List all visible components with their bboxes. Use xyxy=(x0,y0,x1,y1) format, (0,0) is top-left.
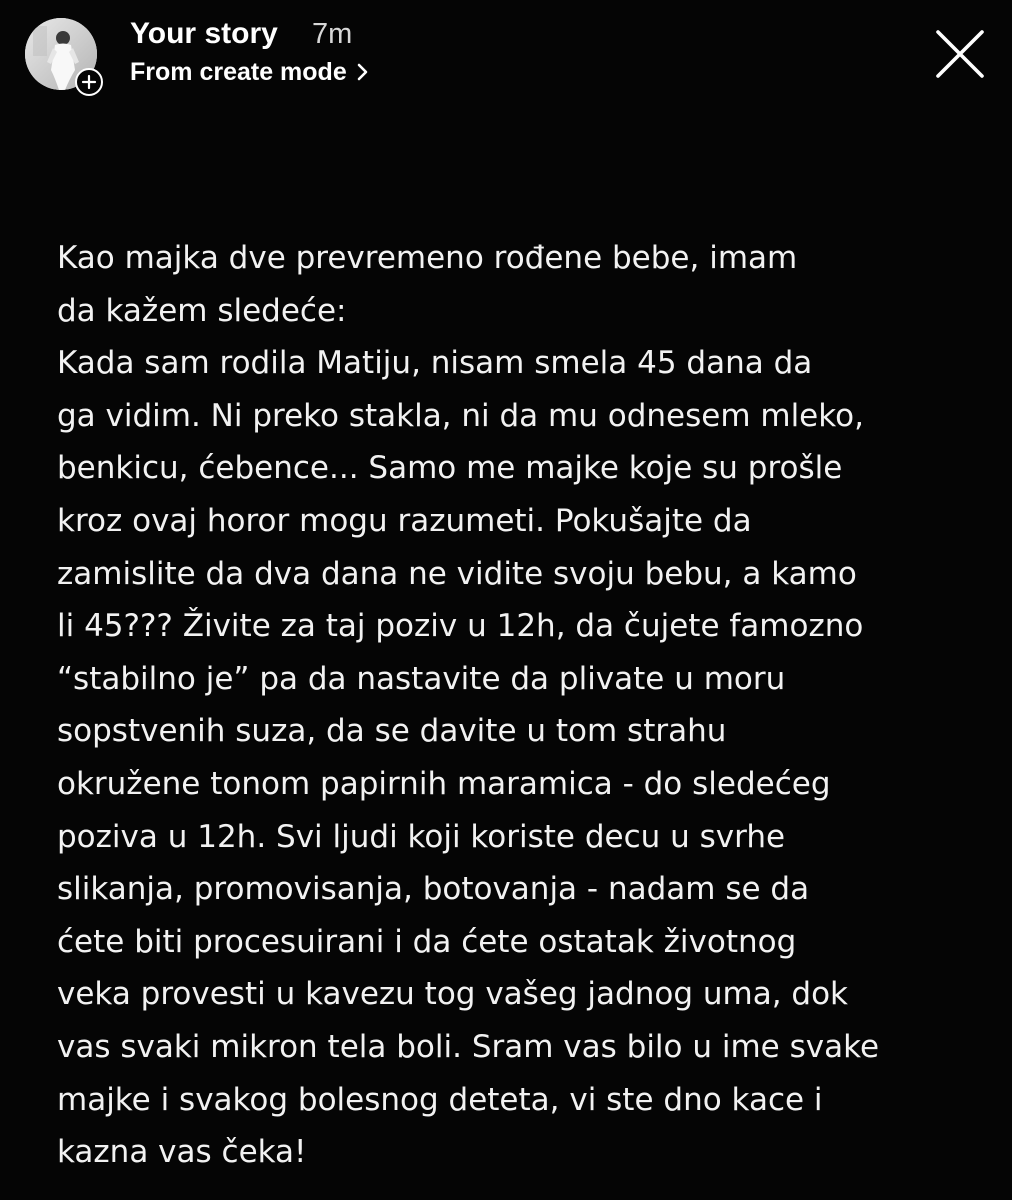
story-title: Your story xyxy=(130,17,278,50)
story-text-line: okružene tonom papirnih maramica - do sledećeg xyxy=(57,765,831,802)
story-text-line: slikanja, promovisanja, botovanja - nadam se da xyxy=(57,871,810,908)
story-text-line: zamislite da dva dana ne vidite svoju bebu, a kamo xyxy=(57,555,857,592)
story-text-line: veka provesti u kavezu tog vašeg jadnog uma, dok xyxy=(57,976,848,1013)
story-text-line: Kada sam rodila Matiju, nisam smela 45 dana da xyxy=(57,345,813,382)
add-story-button[interactable] xyxy=(75,68,103,96)
story-source-label: From create mode xyxy=(130,58,347,86)
story-text-line: ga vidim. Ni preko stakla, ni da mu odnesem mleko, xyxy=(57,397,864,434)
story-text-line: benkicu, ćebence... Samo me majke koje su prošle xyxy=(57,450,843,487)
story-source-link[interactable] xyxy=(130,56,369,88)
story-text-line: kroz ovaj horor mogu razumeti. Pokušajte da xyxy=(57,502,752,539)
story-text-line: kazna vas čeka! xyxy=(57,1134,307,1171)
story-text-line: “stabilno je” pa da nastavite da plivate u moru xyxy=(57,660,786,697)
story-timestamp: 7m xyxy=(312,18,353,50)
story-header xyxy=(0,0,1012,110)
close-button[interactable] xyxy=(932,26,988,82)
story-text-line: vas svaki mikron tela boli. Sram vas bilo u ime svake xyxy=(57,1028,880,1065)
story-text-line: sopstvenih suza, da se davite u tom strahu xyxy=(57,713,727,750)
chevron-right-icon xyxy=(357,62,369,82)
close-icon xyxy=(932,26,988,82)
story-text xyxy=(57,232,962,1179)
story-text-line: li 45??? Živite za taj poziv u 12h, da čujete famozno xyxy=(57,608,864,645)
avatar-button[interactable] xyxy=(25,18,103,96)
plus-circle-icon xyxy=(77,70,101,94)
story-text-line: ćete biti procesuirani i da ćete ostatak životnog xyxy=(57,923,797,960)
story-text-line: poziva u 12h. Svi ljudi koji koriste decu u svrhe xyxy=(57,818,786,855)
story-text-line: da kažem sledeće: xyxy=(57,292,347,329)
story-text-line: Kao majka dve prevremeno rođene bebe, imam xyxy=(57,240,798,276)
story-text-line: majke i svakog bolesnog deteta, vi ste dno kace i xyxy=(57,1081,823,1118)
